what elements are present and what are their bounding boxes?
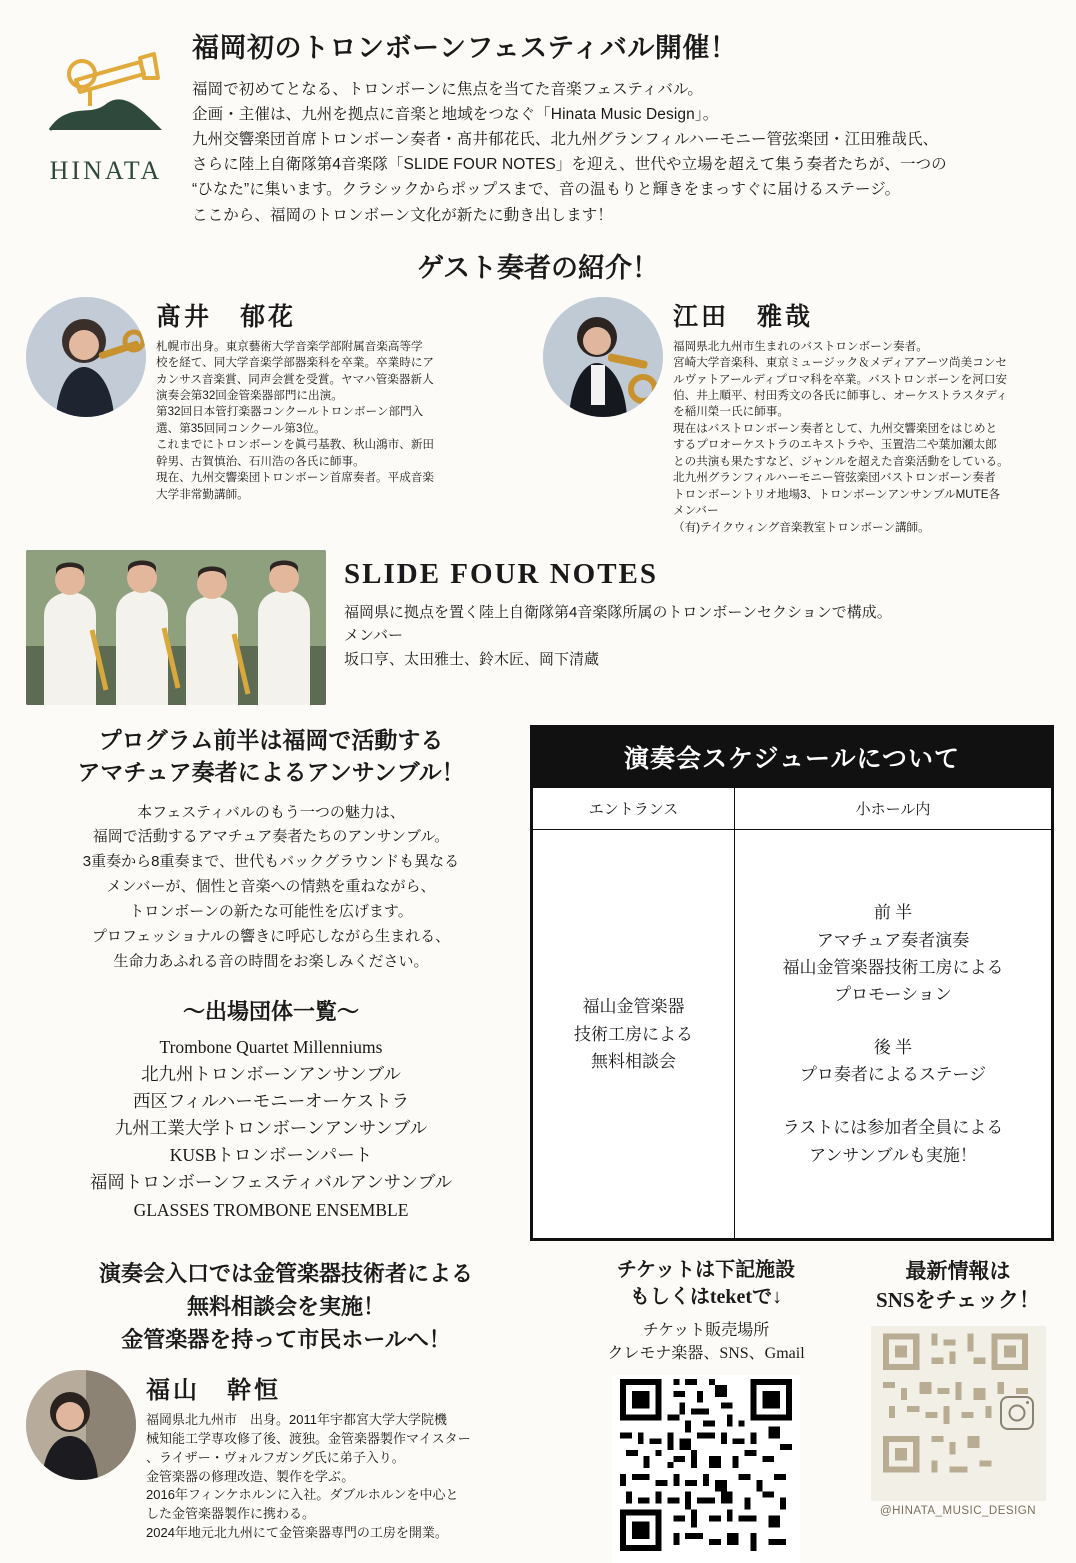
craftsman-bio-line: 福岡県北九州市 出身。2011年宇都宮大学大学院機: [146, 1412, 447, 1428]
logo-wordmark: HINATA: [49, 156, 163, 185]
program-body-line: トロンボーンの新たな可能性を広げます。: [129, 903, 413, 921]
schedule-col2-header: 小ホール内: [735, 788, 1052, 830]
members-list: 坂口亨、太田雅士、鈴木匠、岡下清蔵: [344, 650, 600, 668]
intro-line-1: 企画・主催は、九州を拠点に音楽と地域をつなぐ「Hinata Music Design」。: [192, 106, 719, 124]
list-item: KUSBトロンボーンパート: [169, 1145, 373, 1166]
list-item: 北九州トロンボーンアンサンブル: [141, 1063, 401, 1084]
schedule-entrance-line: 福山金管楽器: [582, 997, 685, 1017]
schedule-block-finale: [743, 1114, 1043, 1168]
brand-logo: [26, 18, 186, 228]
intro-line-0: 福岡で初めてとなる、トロンボーンに焦点を当てた音楽フェスティバル。: [192, 81, 703, 98]
craftsman-bio-line: 2016年フィンケホルンに入社。ダブルホルンを中心と: [146, 1487, 459, 1503]
instagram-qr-code[interactable]: [871, 1326, 1046, 1501]
slide-four-notes-section: [0, 536, 1076, 705]
intro-block: [186, 18, 1050, 228]
consult-heading-line: 演奏会入口では金管楽器技術者による: [98, 1261, 473, 1287]
ticket-subheading: [556, 1319, 856, 1365]
guest-bio-line: 選、第35回同コンクール第3位。: [156, 421, 326, 435]
program-heading-line: プログラム前半は福岡で活動する: [98, 728, 444, 754]
guest-bio-line: トロンボーントリオ地場3、トロンボーンアンサンブルMUTE各: [673, 487, 1001, 501]
intro-line-2: 九州交響楽団首席トロンボーン奏者・髙井郁花氏、北九州グランフィルハーモニー管弦楽団・江田雅哉氏、: [192, 131, 939, 149]
guest-bio-line: ルヴァトアールディプロマ科を卒業。バストロンボーンを河口安: [673, 372, 1008, 386]
guest-list: [0, 297, 1076, 536]
guest-bio-line: するプロオーケストラのエキストラや、玉置浩二や葉加瀬太郎: [673, 438, 997, 452]
schedule-panel: [530, 725, 1054, 1241]
avatar: [543, 297, 663, 417]
guest-bio-line: 第32回日本管打楽器コンクールトロンボーン部門入: [156, 405, 424, 419]
list-item: 福岡トロンボーンフェスティバルアンサンブル: [89, 1172, 453, 1193]
page-title: 福岡初のトロンボーンフェスティバル開催！: [192, 33, 738, 63]
sns-heading-line: 最新情報は: [905, 1259, 1011, 1284]
avatar: [26, 297, 146, 417]
craftsman-bio-line: 械知能工学専攻修了後、渡独。金管楽器製作マイスター: [146, 1430, 471, 1446]
program-body-line: プロフェッショナルの響きに呼応しながら生まれる、: [91, 928, 451, 946]
schedule-hall-line: ラストには参加者全員による: [782, 1118, 1004, 1138]
program-body-line: メンバーが、個性と音楽への情熱を重ねながら、: [106, 878, 436, 896]
schedule-col1-header: エントランス: [533, 788, 735, 830]
guest-info: [673, 297, 1050, 536]
ticket-heading: [556, 1257, 856, 1311]
schedule-entrance-line: 無料相談会: [591, 1051, 676, 1071]
consult-heading: [26, 1257, 546, 1356]
guest-bio-line: 伯、井上順平、村田秀文の各氏に師事し、オーケストラスタディ: [673, 389, 1008, 403]
ticket-sub-line: チケット販売場所: [642, 1322, 770, 1340]
schedule-hall-line: 後 半: [873, 1038, 913, 1058]
sns-heading-line: SNSをチェック！: [876, 1288, 1040, 1313]
craftsman-bio-line: 2024年地元北九州にて金管楽器専門の工房を開業。: [146, 1525, 448, 1541]
list-item: 西区フィルハーモニーオーケストラ: [132, 1091, 410, 1112]
program-heading: [26, 725, 516, 788]
program-block: [26, 725, 516, 1241]
schedule-block-first-half: [743, 899, 1043, 1008]
guest-name: 江田 雅哉: [673, 303, 814, 331]
guest-bio-line: 大学非常勤講師。: [156, 487, 249, 501]
craftsman-bio-line: した金管楽器製作に携わる。: [146, 1506, 316, 1522]
craftsman-name: 福山 幹恒: [146, 1378, 281, 1405]
schedule-hall-line: プロ奏者によるステージ: [799, 1065, 987, 1085]
schedule-entrance-line: 技術工房による: [574, 1024, 693, 1044]
guest-name: 髙井 郁花: [156, 303, 297, 331]
guest-bio-line: との共演も果たすなど、ジャンルを超えた音楽活動をしている。: [673, 454, 1009, 468]
list-item: Trombone Quartet Millenniums: [159, 1036, 383, 1057]
schedule-hall-line: 前 半: [873, 903, 913, 923]
schedule-hall-line: プロモーション: [834, 984, 952, 1004]
guest-bio-line: カンサス音楽賞、同声会賞を受賞。ヤマハ管楽器新人: [156, 372, 434, 386]
schedule-entrance-cell: [533, 830, 735, 1239]
guest-card-eda: [543, 297, 1050, 536]
guest-bio-line: メンバー: [673, 504, 719, 518]
groups-list: [26, 1034, 516, 1224]
slide-four-notes-info: [344, 550, 1050, 705]
mid-section: [0, 705, 1076, 1241]
sns-block: [866, 1257, 1050, 1563]
guest-bio-line: 演奏会第32回金管楽器部門に出演。: [156, 389, 343, 403]
guest-bio-line: 現在、九州交響楽団トロンボーン首席奏者。平成音楽: [156, 471, 435, 485]
intro-line-5: ここから、福岡のトロンボーン文化が新たに動き出します！: [192, 206, 613, 224]
bottom-section: [0, 1241, 1076, 1563]
schedule-title: 演奏会スケジュールについて: [532, 727, 1052, 787]
sns-heading: [866, 1257, 1050, 1316]
guest-bio-line: を稲川榮一氏に師事。: [673, 405, 789, 419]
guest-card-takai: [26, 297, 533, 536]
instagram-icon: [1000, 1396, 1034, 1430]
schedule-hall-line: 福山金管楽器技術工房による: [782, 957, 1004, 977]
guest-bio-line: 宮崎大学音楽科、東京ミュージック＆メディアアーツ尚美コンセ: [673, 356, 1008, 370]
consult-block: [26, 1257, 546, 1563]
groups-title: 〜出場団体一覧〜: [182, 998, 359, 1024]
craftsman-card: [26, 1370, 546, 1543]
list-item: GLASSES TROMBONE ENSEMBLE: [133, 1199, 409, 1220]
schedule-hall-line: アンサンブルも実施！: [809, 1145, 977, 1165]
guest-bio-line: （有)テイクウィング音楽教室トロンボーン講師。: [673, 520, 930, 534]
intro-line-3: さらに陸上自衛隊第4音楽隊「SLIDE FOUR NOTES」を迎え、世代や立場を超えて集う奏者たちが、一つの: [192, 156, 947, 174]
intro-line-4: “ひなた”に集います。クラシックからポップスまで、音の温もりと輝きをまっすぐに届けるステージ。: [192, 181, 901, 199]
guest-info: [156, 297, 533, 536]
trombone-sun-icon: [36, 44, 176, 154]
craftsman-info: [146, 1370, 471, 1543]
avatar: [26, 1370, 136, 1480]
ticket-heading-line: チケットは下記施設: [616, 1259, 796, 1282]
consult-heading-line: 無料相談会を実施！: [186, 1294, 385, 1320]
guest-bio-line: 現在はバストロンボーン奏者として、九州交響楽団をはじめと: [673, 421, 998, 435]
guest-bio-line: 幹男、古賀慎治、石川浩の各氏に師事。: [156, 454, 365, 468]
group-photo: [26, 550, 326, 705]
ticket-heading-line: もしくはteketで↓: [629, 1286, 783, 1309]
guest-bio-line: 校を経て、同大学音楽学部器楽科を卒業。卒業時にア: [156, 356, 435, 370]
craftsman-bio-line: 、ライザー・ヴォルフガング氏に弟子入り。: [146, 1449, 405, 1465]
consult-heading-line: 金管楽器を持って市民ホールへ！: [121, 1327, 451, 1353]
slide-four-notes-desc: 福岡県に拠点を置く陸上自衛隊第4音楽隊所属のトロンボーンセクションで構成。: [344, 604, 892, 622]
slide-four-notes-title: SLIDE FOUR NOTES: [344, 558, 659, 591]
guest-bio-line: これまでにトロンボーンを眞弓基教、秋山鴻市、新田: [156, 438, 435, 452]
ticket-block: [556, 1257, 856, 1563]
ticket-sub-line: クレモナ楽器、SNS、Gmail: [607, 1345, 805, 1363]
list-item: 九州工業大学トロンボーンアンサンブル: [114, 1118, 428, 1139]
program-body-line: 生命力あふれる音の時間をお楽しみください。: [113, 952, 429, 970]
members-label: メンバー: [344, 627, 403, 645]
craftsman-bio-line: 金管楽器の修理改造、製作を学ぶ。: [146, 1468, 355, 1484]
guest-bio-line: 福岡県北九州市生まれのバストロンボーン奏者。: [673, 339, 928, 353]
program-body-line: 3重奏から8重奏まで、世代もバックグラウンドも異なる: [82, 853, 460, 871]
schedule-hall-cell: [735, 830, 1052, 1239]
program-heading-line: アマチュア奏者によるアンサンブル！: [77, 759, 465, 785]
guest-section-title: ゲスト奏者の紹介！: [417, 252, 659, 283]
schedule-hall-line: アマチュア奏者演奏: [816, 930, 970, 950]
guest-bio-line: 北九州グランフィルハーモニー管弦楽団バストロンボーン奏者: [673, 471, 996, 485]
guest-bio-line: 札幌市出身。東京藝術大学音楽学部附属音楽高等学: [156, 339, 423, 353]
ticket-qr-code[interactable]: [612, 1375, 800, 1563]
program-body-line: 本フェスティバルのもう一つの魅力は、: [137, 803, 405, 821]
sns-handle: @HINATA_MUSIC_DESIGN: [879, 1504, 1037, 1517]
program-body-line: 福岡で活動するアマチュア奏者たちのアンサンブル。: [92, 828, 450, 846]
schedule-table: [532, 787, 1052, 1239]
schedule-block-second-half: [743, 1034, 1043, 1088]
header: [0, 0, 1076, 228]
